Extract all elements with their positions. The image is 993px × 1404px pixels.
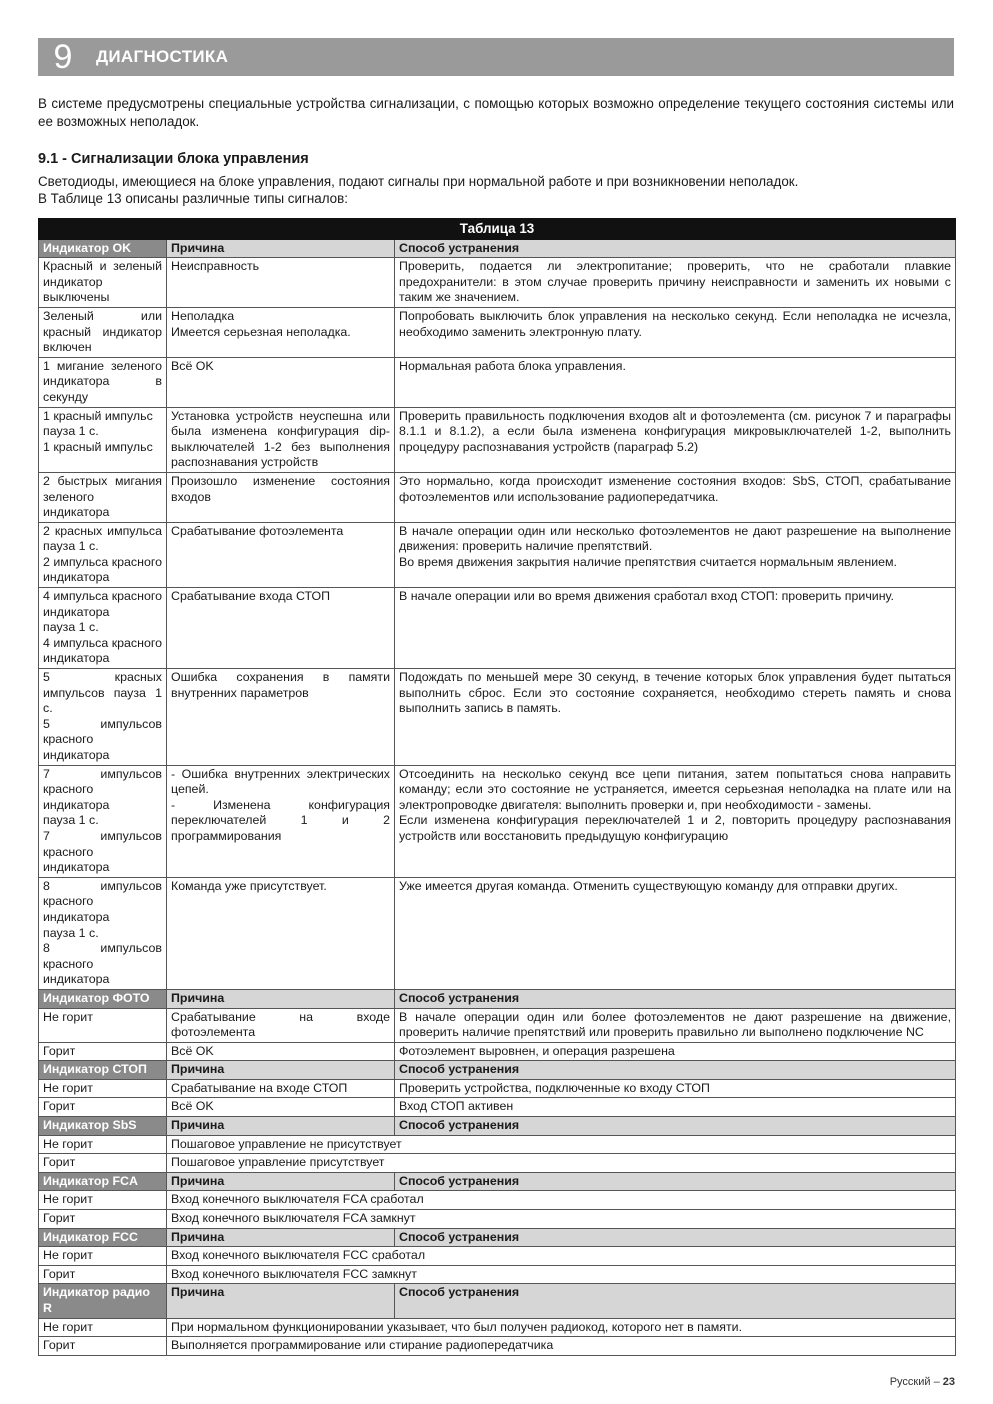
remedy-cell	[395, 1098, 956, 1117]
indicator-name: Индикатор FCC	[39, 1228, 167, 1247]
table-row	[39, 1042, 956, 1061]
signal-line: Горит	[43, 1043, 76, 1058]
table-row	[39, 1098, 956, 1117]
remedy-header: Способ устранения	[395, 1061, 956, 1080]
signal-line: пауза 1 с.	[43, 620, 99, 635]
description-cell: При нормальном функционировании указывает, что был получен радиокод, которого нет в памяти.	[167, 1318, 956, 1337]
cause-cell	[167, 522, 395, 587]
cause-line: Ошибка сохранения в памяти внутренних параметров	[171, 670, 390, 700]
remedy-cell	[395, 258, 956, 308]
remedy-line: Подождать по меньшей мере 30 секунд, в течение которых блок управления будет пытаться выполнить сброс. Если это состояние сохраняется, необходимо стереть память и снова выполнить запись в память.	[399, 670, 952, 716]
signal-line: Горит	[43, 1099, 76, 1114]
signal-line: Не горит	[43, 1319, 93, 1334]
signal-cell	[39, 669, 167, 766]
indicator-name: Индикатор FCA	[39, 1172, 167, 1191]
cause-header: Причина	[167, 1061, 395, 1080]
signal-cell	[39, 1265, 167, 1284]
table-row	[39, 1265, 956, 1284]
remedy-header: Способ устранения	[395, 1117, 956, 1136]
signal-line: 1 мигание зеленого индикатора в секунду	[43, 358, 162, 404]
remedy-cell	[395, 765, 956, 877]
signal-line: 7 импульсов красного индикатора	[43, 766, 162, 812]
remedy-header: Способ устранения	[395, 1284, 956, 1318]
remedy-cell	[395, 357, 956, 407]
table-row	[39, 357, 956, 407]
signal-cell	[39, 1098, 167, 1117]
signal-cell	[39, 1318, 167, 1337]
section-text	[38, 173, 954, 207]
signal-line: пауза 1 с.	[43, 813, 99, 828]
table-body	[39, 239, 956, 1355]
signal-cell	[39, 307, 167, 357]
signal-line: Не горит	[43, 1009, 93, 1024]
signal-line: Не горит	[43, 1192, 93, 1207]
page-footer	[890, 1376, 955, 1388]
indicator-name: Индикатор OK	[39, 239, 167, 258]
remedy-cell	[395, 1042, 956, 1061]
table-row	[39, 522, 956, 587]
cause-cell	[167, 307, 395, 357]
cause-header: Причина	[167, 1117, 395, 1136]
table-row	[39, 1191, 956, 1210]
table-row	[39, 1079, 956, 1098]
cause-line: Срабатывание на входе СТОП	[171, 1080, 348, 1095]
signal-line: Не горит	[43, 1080, 93, 1095]
cause-cell	[167, 357, 395, 407]
signal-cell	[39, 1135, 167, 1154]
remedy-line: Если изменена конфигурация переключателей 1 и 2, повторить процедуру распознавания устройств или восстановить предыдущую конфигурацию	[399, 813, 952, 843]
signal-cell	[39, 765, 167, 877]
remedy-cell	[395, 407, 956, 472]
intro-paragraph: В системе предусмотрены специальные устройства сигнализации, с помощью которых возможно определение текущего состояния системы или ее возможных неполадок.	[38, 96, 954, 129]
cause-line: Неисправность	[171, 259, 260, 274]
cause-line: Срабатывание входа СТОП	[171, 589, 331, 604]
remedy-line: Нормальная работа блока управления.	[399, 358, 626, 373]
table-row	[39, 307, 956, 357]
table-row	[39, 1247, 956, 1266]
remedy-line: Проверить, подается ли электропитание; проверить, что не сработали плавкие предохранители: в этом случае проверить причину неисправности и заменить их новыми с таким же значением.	[399, 259, 952, 305]
signal-line: 4 импульса красного индикатора	[43, 635, 162, 666]
cause-header: Причина	[167, 989, 395, 1008]
signal-line: Горит	[43, 1211, 76, 1226]
signal-line: 8 импульсов красного индикатора	[43, 878, 162, 924]
signal-cell	[39, 588, 167, 669]
description-cell: Выполняется программирование или стирание радиопередатчика	[167, 1337, 956, 1356]
remedy-cell	[395, 522, 956, 587]
group-header-row	[39, 1228, 956, 1247]
cause-cell	[167, 1042, 395, 1061]
signal-line: Горит	[43, 1266, 76, 1281]
remedy-line: В начале операции или во время движения сработал вход СТОП: проверить причину.	[399, 589, 894, 604]
cause-cell	[167, 877, 395, 989]
signal-line: 7 импульсов красного индикатора	[43, 828, 162, 875]
indicator-name: Индикатор радио R	[39, 1284, 167, 1318]
remedy-cell	[395, 307, 956, 357]
cause-cell	[167, 669, 395, 766]
signal-line: 4 импульса красного индикатора	[43, 589, 162, 619]
cause-header: Причина	[167, 239, 395, 258]
cause-line: Срабатывание фотоэлемента	[171, 523, 344, 538]
cause-header: Причина	[167, 1172, 395, 1191]
remedy-cell	[395, 472, 956, 522]
table-row	[39, 765, 956, 877]
cause-line: Всё OK	[171, 1043, 214, 1058]
indicator-name: Индикатор SbS	[39, 1117, 167, 1136]
signal-cell	[39, 1247, 167, 1266]
remedy-line: Фотоэлемент выровнен, и операция разрешена	[399, 1043, 675, 1058]
signals-table	[38, 218, 956, 1356]
remedy-cell	[395, 1008, 956, 1042]
cause-line: Имеется серьезная неполадка.	[171, 324, 351, 339]
description-cell: Вход конечного выключателя FCA сработал	[167, 1191, 956, 1210]
signal-line: 2 быстрых мигания зеленого индикатора	[43, 473, 162, 520]
table-row	[39, 1337, 956, 1356]
table-row	[39, 1135, 956, 1154]
remedy-header: Способ устранения	[395, 239, 956, 258]
cause-line: Неполадка	[171, 308, 235, 323]
cause-line: - Изменена конфигурация переключателей 1 и 2 программирования	[171, 797, 390, 843]
remedy-line: Это нормально, когда происходит изменение состояния входов: SbS, СТОП, срабатывание фотоэлементов или использование радиопередатчика.	[399, 473, 952, 504]
cause-cell	[167, 765, 395, 877]
group-header-row	[39, 239, 956, 258]
cause-line: Установка устройств неуспешна или была изменена конфигурация dip-выключателей 1-2 без выполнения распознавания устройств	[171, 408, 390, 470]
remedy-line: Вход СТОП активен	[399, 1099, 514, 1114]
table-row	[39, 588, 956, 669]
signal-line: Красный и зеленый индикатор выключены	[43, 259, 162, 305]
chapter-title: ДИАГНОСТИКА	[96, 47, 229, 66]
signal-cell	[39, 1210, 167, 1229]
table-row	[39, 1210, 956, 1229]
cause-cell	[167, 1079, 395, 1098]
cause-cell	[167, 1098, 395, 1117]
cause-line: - Ошибка внутренних электрических цепей.	[171, 766, 390, 797]
table-row	[39, 1318, 956, 1337]
signal-line: Не горит	[43, 1248, 93, 1263]
page-number: 23	[942, 1376, 955, 1388]
signal-cell	[39, 472, 167, 522]
chapter-header	[38, 38, 954, 76]
table-row	[39, 877, 956, 989]
signal-cell	[39, 258, 167, 308]
remedy-header: Способ устранения	[395, 989, 956, 1008]
table-row	[39, 472, 956, 522]
remedy-line: Проверить устройства, подключенные ко входу СТОП	[399, 1080, 710, 1095]
signal-line: Горит	[43, 1155, 76, 1170]
remedy-line: Отсоединить на несколько секунд все цепи питания, затем попытаться снова направить команду; если это состояние не устраняется, имеется серьезная неполадка на плате или на электропроводке двигателя: выполнить проверки и, при необходимости - замены.	[399, 766, 952, 812]
table-row	[39, 1154, 956, 1173]
table-row	[39, 1008, 956, 1042]
indicator-name: Индикатор СТОП	[39, 1061, 167, 1080]
section-line: Светодиоды, имеющиеся на блоке управления, подают сигналы при нормальной работе и при возникновении неполадок.	[38, 174, 799, 189]
signal-cell	[39, 1042, 167, 1061]
signal-line: 8 импульсов красного индикатора	[43, 941, 162, 987]
description-cell: Пошаговое управление присутствует	[167, 1154, 956, 1173]
table-row	[39, 669, 956, 766]
group-header-row	[39, 989, 956, 1008]
signal-line: Не горит	[43, 1136, 93, 1151]
signal-line: 2 импульса красного индикатора	[43, 554, 162, 585]
signal-line: Горит	[43, 1338, 76, 1353]
signal-line: пауза 1 с.	[43, 424, 99, 439]
cause-header: Причина	[167, 1228, 395, 1247]
remedy-line: Уже имеется другая команда. Отменить существующую команду для отправки других.	[399, 878, 898, 893]
remedy-cell	[395, 588, 956, 669]
section-line: В Таблице 13 описаны различные типы сигналов:	[38, 191, 348, 206]
cause-cell	[167, 588, 395, 669]
signal-cell	[39, 522, 167, 587]
chapter-number: 9	[53, 37, 73, 76]
signal-cell	[39, 1154, 167, 1173]
cause-line: Всё OK	[171, 358, 214, 373]
table-title: Таблица 13	[39, 219, 956, 240]
signal-cell	[39, 1191, 167, 1210]
signal-line: пауза 1 с.	[43, 925, 99, 940]
description-cell: Пошаговое управление не присутствует	[167, 1135, 956, 1154]
signal-line: 2 красных импульса пауза 1 с.	[43, 523, 162, 554]
section-title: 9.1 - Сигнализации блока управления	[38, 151, 309, 167]
signal-line: 1 красный импульс	[43, 439, 153, 454]
remedy-line: Проверить правильность подключения входов alt и фотоэлемента (см. рисунок 7 и параграфы 8.1.1 и 8.1.2), а если была изменена конфигурация микровыключателей 1-2, выполнить процедуру распознавания устройств (параграф 5.2)	[399, 408, 952, 454]
description-cell: Вход конечного выключателя FCC замкнут	[167, 1265, 956, 1284]
signal-cell	[39, 407, 167, 472]
cause-cell	[167, 407, 395, 472]
remedy-cell	[395, 877, 956, 989]
remedy-line: Попробовать выключить блок управления на несколько секунд. Если неполадка не исчезла, необходимо заменить электронную плату.	[399, 308, 952, 339]
description-cell: Вход конечного выключателя FCA замкнут	[167, 1210, 956, 1229]
remedy-header: Способ устранения	[395, 1172, 956, 1191]
signal-line: 5 красных импульсов пауза 1 с.	[43, 670, 162, 716]
cause-line: Срабатывание на входе фотоэлемента	[171, 1009, 390, 1040]
signal-cell	[39, 1008, 167, 1042]
group-header-row	[39, 1061, 956, 1080]
remedy-line: Во время движения закрытия наличие препятствия считается нормальным явлением.	[399, 554, 897, 569]
description-cell: Вход конечного выключателя FCC сработал	[167, 1247, 956, 1266]
group-header-row	[39, 1284, 956, 1318]
cause-line: Всё OK	[171, 1099, 214, 1114]
table-row	[39, 258, 956, 308]
cause-line: Команда уже присутствует.	[171, 878, 327, 893]
signal-line: 5 импульсов красного индикатора	[43, 716, 162, 762]
remedy-line: В начале операции один или несколько фотоэлементов не дают разрешение на выполнение движения: проверить наличие препятствий.	[399, 523, 952, 554]
indicator-name: Индикатор ФОТО	[39, 989, 167, 1008]
signal-cell	[39, 357, 167, 407]
footer-language: Русский –	[889, 1376, 943, 1388]
remedy-header: Способ устранения	[395, 1228, 956, 1247]
cause-header: Причина	[167, 1284, 395, 1318]
cause-cell	[167, 472, 395, 522]
cause-line: Произошло изменение состояния входов	[171, 473, 390, 504]
signal-cell	[39, 877, 167, 989]
signal-cell	[39, 1079, 167, 1098]
cause-cell	[167, 1008, 395, 1042]
remedy-line: В начале операции один или более фотоэлементов не дают разрешение на движение, проверить наличие препятствий или проверить правильно ли выполнено подключение NC	[399, 1009, 952, 1040]
cause-cell	[167, 258, 395, 308]
signal-line: 1 красный импульс	[43, 408, 153, 423]
group-header-row	[39, 1172, 956, 1191]
remedy-cell	[395, 669, 956, 766]
group-header-row	[39, 1117, 956, 1136]
table-row	[39, 407, 956, 472]
signal-line: Зеленый или красный индикатор включен	[43, 308, 162, 355]
signal-cell	[39, 1337, 167, 1356]
remedy-cell	[395, 1079, 956, 1098]
